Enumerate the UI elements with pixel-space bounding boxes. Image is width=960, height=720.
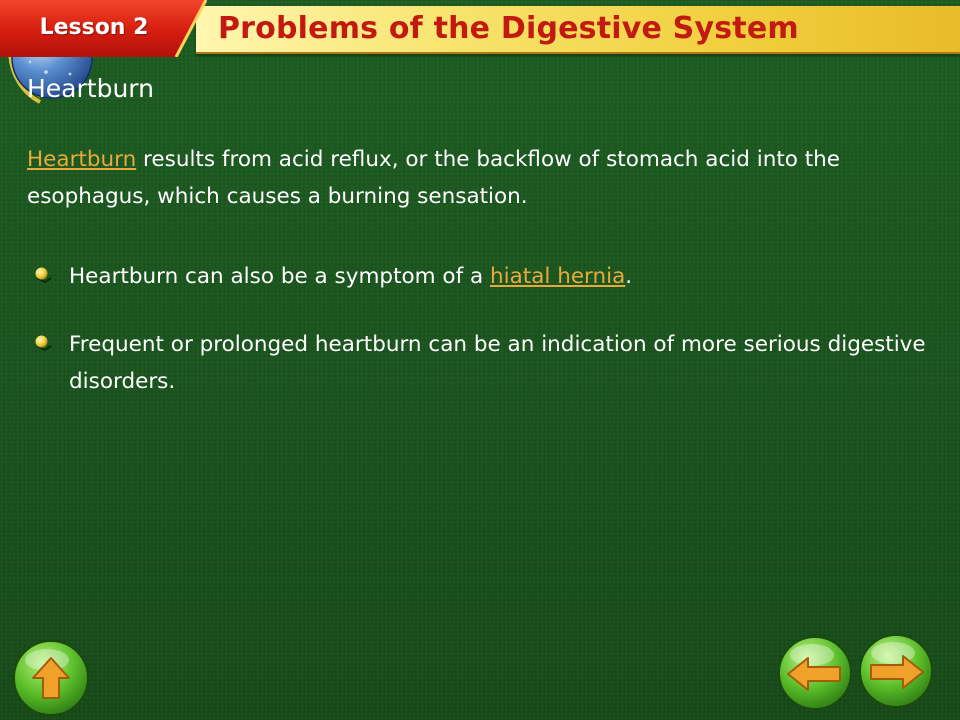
lesson-tab	[0, 0, 215, 57]
back-button[interactable]	[776, 634, 854, 712]
intro-text: results from acid reflux, or the backflow of stomach acid into the esophagus, which causes a burning sensation.	[27, 147, 841, 209]
home-button[interactable]	[11, 638, 91, 718]
bullet-text: Frequent or prolonged heartburn can be an indication of more serious digestive disorders.	[69, 332, 926, 394]
bullet-icon	[34, 266, 52, 284]
hiatal-hernia-link[interactable]: hiatal hernia	[490, 264, 626, 289]
bullet-text	[69, 258, 929, 295]
next-button[interactable]	[857, 632, 935, 710]
heartburn-link[interactable]: Heartburn	[27, 147, 137, 172]
back-arrow-icon	[776, 634, 854, 712]
page-title: Problems of the Digestive System	[218, 11, 799, 46]
bullet-text-before: Heartburn can also be a symptom of a	[69, 264, 490, 289]
bullet-icon	[34, 334, 52, 352]
next-arrow-icon	[857, 632, 935, 710]
lesson-label: Lesson 2	[39, 15, 149, 40]
bullet-text-after: .	[625, 264, 633, 289]
section-heading: Heartburn	[27, 74, 154, 103]
slide-header	[0, 0, 960, 57]
intro-paragraph	[27, 141, 927, 215]
home-arrow-up-icon	[11, 638, 91, 718]
